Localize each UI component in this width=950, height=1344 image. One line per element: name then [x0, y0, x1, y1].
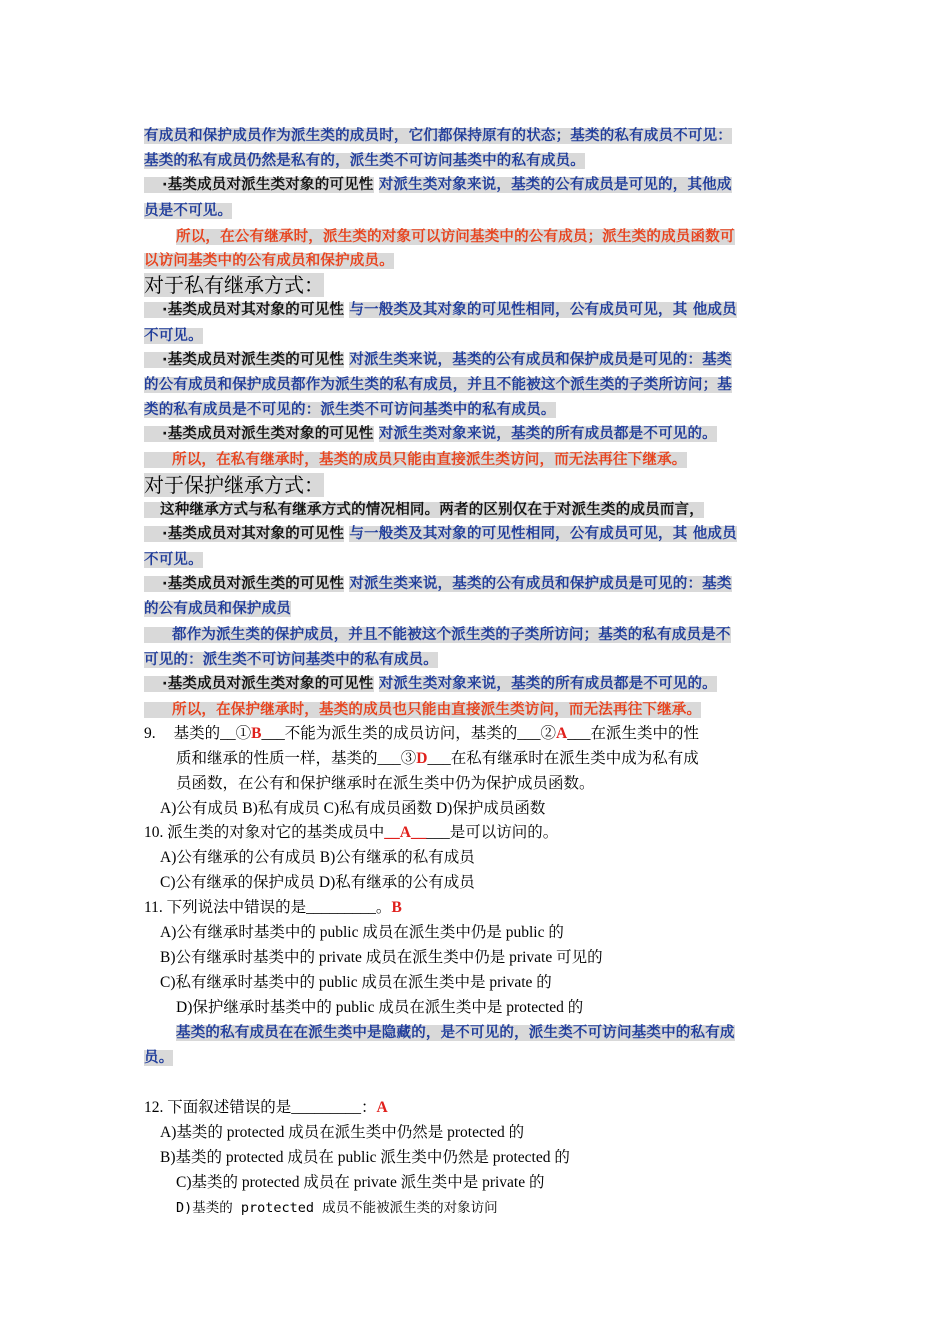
highlighted-text: 对派生类来说，基类的公有成员和保护成员是可见的：基类 [349, 576, 732, 592]
public-text-line [144, 200, 232, 222]
options-text: A)公有继承时基类中的 public 成员在派生类中仍是 public 的 [160, 924, 564, 941]
heading-text: 对于保护继承方式： [144, 473, 324, 497]
question-text: ___是可以访问的。 [426, 824, 559, 841]
bullet-label: ·基类成员对其对象的可见性 [144, 526, 344, 542]
bullet-label: ·基类成员对派生类的可见性 [144, 352, 344, 368]
highlighted-text: 员是不可见。 [144, 203, 233, 219]
question-11 [144, 897, 402, 919]
question-9-line2 [176, 748, 699, 770]
private-derived-visibility [144, 349, 732, 371]
question-9-line3 [176, 773, 595, 795]
highlighted-text: 这种继承方式与私有继承方式的情况相同。两者的区别仅在于对派生类的成员而言， [144, 502, 704, 518]
private-inheritance-heading [144, 272, 324, 298]
bullet-label: ·基类成员对派生类对象的可见性 [144, 676, 374, 692]
highlighted-text: 基类的私有成员仍然是私有的，派生类不可访问基类中的私有成员。 [144, 153, 585, 169]
private-text-line [144, 399, 556, 421]
highlighted-text: 对派生类对象来说，基类的公有成员是可见的，其他成 [378, 177, 732, 193]
question-11-option [160, 947, 603, 969]
question-text: 质和继承的性质一样，基类的___③ [176, 750, 417, 767]
highlighted-text: 对派生类来说，基类的公有成员和保护成员是可见的：基类 [349, 352, 732, 368]
question-text: 10. 派生类的对象对它的基类成员中 [144, 824, 385, 841]
protected-text-line [144, 598, 291, 620]
highlighted-text: 有成员和保护成员作为派生类的成员时，它们都保持原有的状态；基类的私有成员不可见： [144, 128, 732, 144]
public-derived-object-visibility [144, 174, 732, 196]
highlighted-text: 所以，在私有继承时，基类的成员只能由直接派生类访问，而无法再往下继承。 [144, 452, 687, 468]
highlighted-text: 类的私有成员是不可见的：派生类不可访问基类中的私有成员。 [144, 402, 556, 418]
protected-conclusion-line [144, 699, 701, 721]
highlighted-text: 所以，在公有继承时，派生类的对象可以访问基类中的公有成员；派生类的成员函数可 [176, 229, 735, 245]
options-text: A)公有成员 B)私有成员 C)私有成员函数 D)保护成员函数 [160, 800, 546, 817]
question-9 [144, 723, 699, 745]
options-text: A)基类的 protected 成员在派生类中仍然是 protected 的 [160, 1124, 525, 1141]
question-text: 基类的__① [173, 725, 252, 742]
bullet-label: ·基类成员对派生类对象的可见性 [144, 177, 374, 193]
highlighted-text: 基类的私有成员在在派生类中是隐藏的，是不可见的，派生类不可访问基类中的私有成 [176, 1025, 735, 1041]
protected-derived-visibility [144, 573, 732, 595]
options-text: D)保护继承时基类中的 public 成员在派生类中是 protected 的 [176, 999, 584, 1016]
question-text: ___在私有继承时在派生类中成为私有成 [427, 750, 699, 767]
bullet-label: ·基类成员对其对象的可见性 [144, 302, 344, 318]
public-conclusion-line [176, 226, 735, 248]
question-11-option [176, 997, 583, 1019]
public-text-line [144, 150, 585, 172]
private-text-line [144, 374, 732, 396]
options-text: D)基类的 protected 成员不能被派生类的对象访问 [176, 1200, 498, 1216]
options-text: C)私有继承时基类中的 public 成员在派生类中是 private 的 [160, 974, 552, 991]
answer-mark: B [251, 725, 262, 742]
question-12 [144, 1097, 388, 1119]
question-11-note [176, 1022, 735, 1044]
highlighted-text: 的公有成员和保护成员都作为派生类的私有成员，并且不能被这个派生类的子类所访问；基 [144, 377, 732, 393]
highlighted-text: 以访问基类中的公有成员和保护成员。 [144, 253, 394, 269]
options-text: C)基类的 protected 成员在 private 派生类中是 private 的 [176, 1174, 545, 1191]
private-text-line [144, 325, 203, 347]
highlighted-text: 不可见。 [144, 552, 203, 568]
protected-derived-object-visibility [144, 673, 717, 695]
question-12-option [176, 1197, 498, 1219]
question-text: 12. 下面叙述错误的是_________： [144, 1099, 377, 1116]
highlighted-text: 对派生类对象来说，基类的所有成员都是不可见的。 [378, 426, 717, 442]
highlighted-text: 的公有成员和保护成员 [144, 601, 291, 617]
highlighted-text: 所以，在保护继承时，基类的成员也只能由直接派生类访问，而无法再往下继承。 [144, 702, 701, 718]
question-12-option [176, 1172, 544, 1194]
question-number: 9. [144, 725, 156, 742]
answer-mark: A [556, 725, 568, 742]
options-text: B)公有继承时基类中的 private 成员在派生类中仍是 private 可见的 [160, 949, 603, 966]
answer-mark: A [376, 1099, 388, 1116]
options-text: C)公有继承的保护成员 D)私有继承的公有成员 [160, 874, 475, 891]
question-9-options [160, 798, 545, 820]
protected-text-line [144, 624, 731, 646]
protected-inheritance-heading [144, 472, 324, 498]
highlighted-text: 可见的：派生类不可访问基类中的私有成员。 [144, 652, 438, 668]
question-10-options [160, 847, 475, 869]
highlighted-text: 不可见。 [144, 328, 203, 344]
bullet-label: ·基类成员对派生类的可见性 [144, 576, 344, 592]
private-object-visibility [144, 299, 737, 321]
public-conclusion-line [144, 250, 394, 272]
protected-object-visibility [144, 523, 737, 545]
options-text: A)公有继承的公有成员 B)公有继承的私有成员 [160, 849, 475, 866]
answer-mark: D [416, 750, 428, 767]
question-text: 11. 下列说法中错误的是_________。 [144, 899, 392, 916]
answer-mark: B [391, 899, 402, 916]
private-derived-object-visibility [144, 423, 717, 445]
question-10-options [160, 872, 475, 894]
bullet-label: ·基类成员对派生类对象的可见性 [144, 426, 374, 442]
protected-intro-line [144, 499, 704, 521]
highlighted-text: 与一般类及其对象的可见性相同，公有成员可见，其 他成员 [349, 302, 737, 318]
highlighted-text: 员。 [144, 1050, 174, 1066]
protected-text-line [144, 549, 203, 571]
question-11-option [160, 922, 564, 944]
question-text: ___在派生类中的性 [567, 725, 699, 742]
question-12-option [160, 1147, 570, 1169]
question-12-option [160, 1122, 524, 1144]
public-text-line [144, 125, 732, 147]
question-10 [144, 822, 558, 844]
protected-text-line [144, 649, 438, 671]
question-text: 员函数，在公有和保护继承时在派生类中仍为保护成员函数。 [176, 775, 595, 792]
question-11-option [160, 972, 552, 994]
question-text: ___不能为派生类的成员访问，基类的___② [261, 725, 556, 742]
options-text: B)基类的 protected 成员在 public 派生类中仍然是 protected 的 [160, 1149, 570, 1166]
answer-mark: __A__ [384, 824, 427, 841]
heading-text: 对于私有继承方式： [144, 273, 324, 297]
highlighted-text: 与一般类及其对象的可见性相同，公有成员可见，其 他成员 [349, 526, 737, 542]
private-conclusion-line [144, 449, 687, 471]
question-11-note [144, 1047, 173, 1069]
highlighted-text: 都作为派生类的保护成员，并且不能被这个派生类的子类所访问；基类的私有成员是不 [144, 627, 731, 643]
highlighted-text: 对派生类对象来说，基类的所有成员都是不可见的。 [378, 676, 717, 692]
